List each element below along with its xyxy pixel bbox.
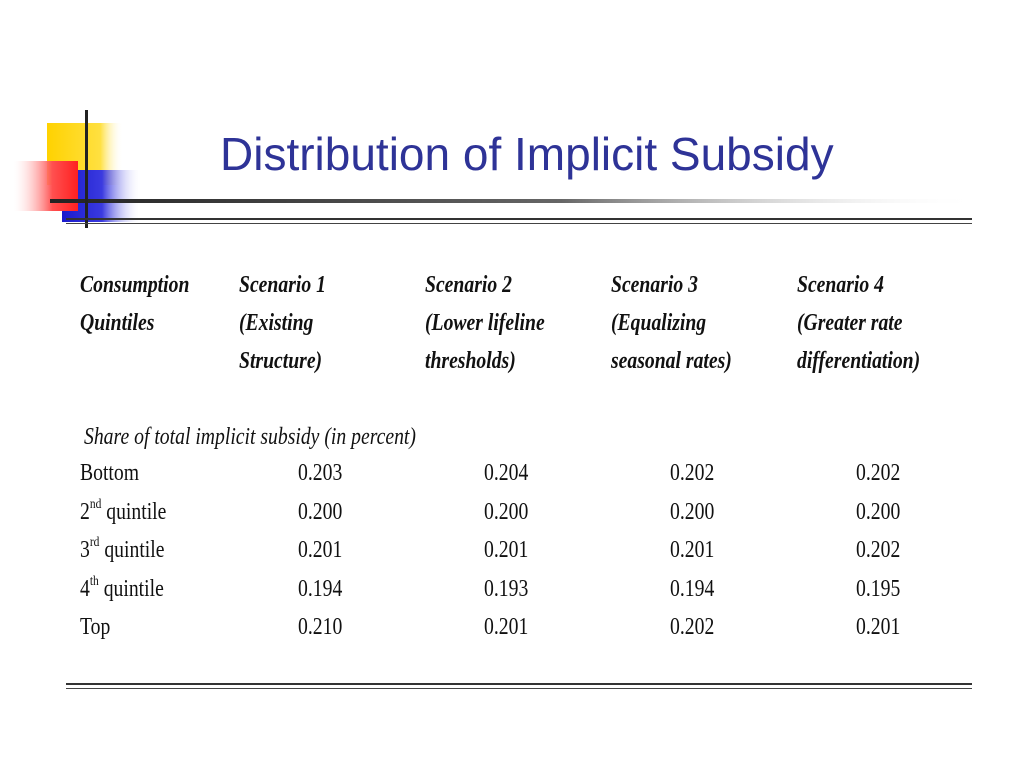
deco-red-square <box>14 161 78 211</box>
value-cell: 0.202 <box>670 614 715 640</box>
header-consumption-quintiles: Consumption Quintiles <box>80 272 190 336</box>
value-cell: 0.203 <box>298 460 343 486</box>
value-cell: 0.200 <box>484 498 529 525</box>
deco-yellow-square <box>47 123 123 185</box>
table-section-label: Share of total implicit subsidy (in percent) <box>84 424 416 450</box>
table-body <box>0 456 1024 649</box>
value-cell: 0.204 <box>484 460 529 486</box>
value-cell: 0.201 <box>484 537 529 563</box>
value-cell: 0.201 <box>484 614 529 640</box>
value-cell: 0.201 <box>856 614 901 640</box>
row-label: 3rd quintile <box>80 535 165 563</box>
header-scenario-3: Scenario 3 (Equalizing seasonal rates) <box>611 272 732 374</box>
row-label: Bottom <box>80 460 140 486</box>
value-cell: 0.210 <box>298 614 343 640</box>
table-row <box>0 456 1024 495</box>
value-cell: 0.201 <box>670 537 715 563</box>
table-bottom-rule <box>66 683 972 689</box>
slide-decoration <box>0 0 1024 240</box>
table-row <box>0 533 1024 572</box>
header-scenario-1: Scenario 1 (Existing Structure) <box>239 272 326 374</box>
header-scenario-4: Scenario 4 (Greater rate differentiation) <box>797 272 921 374</box>
header-scenario-2: Scenario 2 (Lower lifeline thresholds) <box>425 272 545 374</box>
table-row <box>0 495 1024 534</box>
slide-title: Distribution of Implicit Subsidy <box>220 128 834 180</box>
row-label: Top <box>80 614 111 640</box>
value-cell: 0.202 <box>670 460 715 486</box>
table-row <box>0 572 1024 611</box>
value-cell: 0.193 <box>484 575 529 602</box>
row-label: 4th quintile <box>80 573 164 602</box>
value-cell: 0.201 <box>298 537 343 563</box>
value-cell: 0.202 <box>856 460 901 486</box>
value-cell: 0.195 <box>856 575 901 602</box>
value-cell: 0.202 <box>856 537 901 563</box>
value-cell: 0.194 <box>670 575 715 602</box>
table-row <box>0 610 1024 649</box>
deco-vertical-line <box>85 110 88 228</box>
row-label: 2nd quintile <box>80 496 167 525</box>
value-cell: 0.200 <box>298 498 343 525</box>
value-cell: 0.194 <box>298 575 343 602</box>
value-cell: 0.200 <box>856 498 901 525</box>
table-top-rule <box>66 218 972 224</box>
deco-blue-square <box>62 170 142 222</box>
table-header <box>0 266 1024 386</box>
value-cell: 0.200 <box>670 498 715 525</box>
deco-horizontal-line <box>50 199 980 203</box>
